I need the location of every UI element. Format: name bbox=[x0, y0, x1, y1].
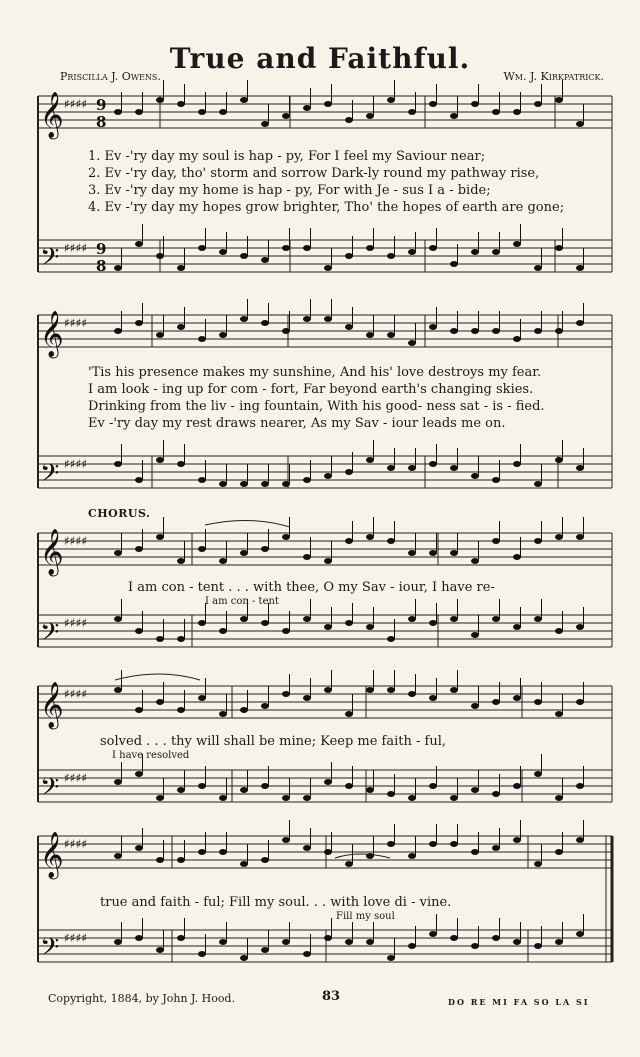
note-head bbox=[156, 795, 164, 801]
note-head bbox=[261, 546, 269, 552]
note-head bbox=[492, 699, 500, 705]
note-head bbox=[261, 481, 269, 487]
note-head bbox=[324, 265, 332, 271]
note-head bbox=[303, 795, 311, 801]
note-head bbox=[156, 457, 164, 463]
note-head bbox=[387, 538, 395, 544]
note-head bbox=[534, 943, 542, 949]
note-head bbox=[303, 616, 311, 622]
note-head bbox=[387, 687, 395, 693]
note-head bbox=[240, 550, 248, 556]
svg-text:𝄞: 𝄞 bbox=[40, 92, 64, 138]
note-head bbox=[366, 853, 374, 859]
note-head bbox=[114, 687, 122, 693]
svg-text:♯♯♯♯: ♯♯♯♯ bbox=[64, 771, 88, 785]
hymn-title: True and Faithful. bbox=[169, 42, 471, 75]
note-head bbox=[345, 324, 353, 330]
verse-block-2 bbox=[88, 364, 545, 432]
svg-text:𝄢: 𝄢 bbox=[40, 243, 60, 278]
note-head bbox=[576, 783, 584, 789]
note-head bbox=[282, 481, 290, 487]
note-head bbox=[219, 939, 227, 945]
note-head bbox=[408, 249, 416, 255]
verse-3-line-1: 3. Ev -'ry day my home is hap - py, For with Je - sus I a - bide; bbox=[88, 183, 491, 198]
note-head bbox=[576, 265, 584, 271]
note-head bbox=[387, 332, 395, 338]
note-head bbox=[492, 845, 500, 851]
note-head bbox=[471, 249, 479, 255]
note-head bbox=[471, 632, 479, 638]
note-head bbox=[471, 787, 479, 793]
svg-text:𝄢: 𝄢 bbox=[40, 618, 60, 653]
note-head bbox=[450, 328, 458, 334]
svg-text:♯♯♯♯: ♯♯♯♯ bbox=[64, 616, 88, 630]
svg-text:𝄢: 𝄢 bbox=[40, 933, 60, 968]
note-head bbox=[555, 97, 563, 103]
copyright: Copyright, 1884, by John J. Hood. bbox=[48, 992, 235, 1005]
note-head bbox=[177, 787, 185, 793]
note-head bbox=[534, 538, 542, 544]
note-head bbox=[261, 257, 269, 263]
note-head bbox=[555, 939, 563, 945]
note-head bbox=[471, 328, 479, 334]
note-head bbox=[366, 332, 374, 338]
note-head bbox=[282, 939, 290, 945]
note-head bbox=[345, 253, 353, 259]
note-head bbox=[345, 538, 353, 544]
note-head bbox=[135, 845, 143, 851]
note-head bbox=[324, 779, 332, 785]
note-head bbox=[513, 783, 521, 789]
note-head bbox=[492, 477, 500, 483]
note-head bbox=[555, 711, 563, 717]
note-head bbox=[198, 109, 206, 115]
note-head bbox=[135, 707, 143, 713]
note-head bbox=[261, 947, 269, 953]
note-head bbox=[576, 931, 584, 937]
page-number: 83 bbox=[322, 989, 341, 1004]
lyricist-credit: Priscilla J. Owens. bbox=[60, 70, 161, 83]
note-head bbox=[534, 328, 542, 334]
note-head bbox=[303, 554, 311, 560]
note-head bbox=[219, 628, 227, 634]
note-head bbox=[324, 473, 332, 479]
note-head bbox=[261, 320, 269, 326]
note-head bbox=[177, 636, 185, 642]
note-head bbox=[492, 791, 500, 797]
note-head bbox=[366, 687, 374, 693]
note-head bbox=[156, 253, 164, 259]
note-head bbox=[345, 783, 353, 789]
note-head bbox=[345, 620, 353, 626]
note-head bbox=[303, 951, 311, 957]
note-head bbox=[156, 636, 164, 642]
note-head bbox=[240, 707, 248, 713]
note-head bbox=[450, 935, 458, 941]
note-head bbox=[387, 841, 395, 847]
note-head bbox=[240, 616, 248, 622]
verse-2-line-2: I am look - ing up for com - fort, Far beyond earth's changing skies. bbox=[88, 382, 534, 397]
note-head bbox=[198, 477, 206, 483]
svg-text:♯♯♯♯: ♯♯♯♯ bbox=[64, 97, 88, 111]
note-head bbox=[303, 845, 311, 851]
note-head bbox=[198, 620, 206, 626]
verse-1-line-1: 1. Ev -'ry day my soul is hap - py, For I feel my Saviour near; bbox=[88, 149, 486, 164]
note-head bbox=[324, 849, 332, 855]
note-head bbox=[513, 837, 521, 843]
note-head bbox=[261, 783, 269, 789]
note-head bbox=[576, 121, 584, 127]
note-head bbox=[177, 324, 185, 330]
note-head bbox=[408, 853, 416, 859]
verse-4-line-1: 4. Ev -'ry day my hopes grow brighter, Tho' the hopes of earth are gone; bbox=[88, 200, 565, 215]
note-head bbox=[198, 783, 206, 789]
svg-text:8: 8 bbox=[96, 257, 107, 275]
composer-credit: Wm. J. Kirkpatrick. bbox=[503, 70, 604, 83]
svg-text:𝄞: 𝄞 bbox=[40, 311, 64, 357]
note-head bbox=[303, 695, 311, 701]
note-head bbox=[303, 316, 311, 322]
note-head bbox=[576, 624, 584, 630]
note-head bbox=[240, 253, 248, 259]
note-head bbox=[177, 935, 185, 941]
note-head bbox=[366, 457, 374, 463]
note-head bbox=[324, 687, 332, 693]
note-head bbox=[534, 616, 542, 622]
note-head bbox=[534, 481, 542, 487]
note-head bbox=[429, 245, 437, 251]
note-head bbox=[345, 861, 353, 867]
note-head bbox=[282, 628, 290, 634]
note-head bbox=[513, 554, 521, 560]
note-head bbox=[345, 939, 353, 945]
note-head bbox=[240, 97, 248, 103]
note-head bbox=[219, 795, 227, 801]
note-head bbox=[114, 616, 122, 622]
note-head bbox=[387, 955, 395, 961]
note-head bbox=[219, 109, 227, 115]
note-head bbox=[450, 687, 458, 693]
note-head bbox=[471, 943, 479, 949]
note-head bbox=[219, 849, 227, 855]
note-head bbox=[408, 465, 416, 471]
note-head bbox=[156, 97, 164, 103]
note-head bbox=[534, 861, 542, 867]
note-head bbox=[177, 707, 185, 713]
note-head bbox=[240, 316, 248, 322]
note-head bbox=[261, 857, 269, 863]
note-head bbox=[450, 841, 458, 847]
note-head bbox=[177, 265, 185, 271]
note-head bbox=[156, 332, 164, 338]
note-head bbox=[282, 328, 290, 334]
note-head bbox=[114, 109, 122, 115]
note-head bbox=[198, 849, 206, 855]
note-head bbox=[177, 101, 185, 107]
note-head bbox=[198, 695, 206, 701]
note-head bbox=[261, 703, 269, 709]
note-head bbox=[345, 117, 353, 123]
note-head bbox=[219, 558, 227, 564]
note-head bbox=[135, 771, 143, 777]
note-head bbox=[471, 849, 479, 855]
note-head bbox=[282, 534, 290, 540]
note-head bbox=[177, 857, 185, 863]
note-head bbox=[576, 699, 584, 705]
svg-text:♯♯♯♯: ♯♯♯♯ bbox=[64, 534, 88, 548]
note-head bbox=[156, 857, 164, 863]
svg-text:♯♯♯♯: ♯♯♯♯ bbox=[64, 931, 88, 945]
note-head bbox=[282, 245, 290, 251]
note-head bbox=[135, 320, 143, 326]
note-head bbox=[282, 795, 290, 801]
staff-system-1-treble bbox=[38, 96, 612, 128]
note-head bbox=[408, 691, 416, 697]
note-head bbox=[534, 265, 542, 271]
note-head bbox=[177, 558, 185, 564]
note-head bbox=[408, 340, 416, 346]
note-head bbox=[156, 699, 164, 705]
note-head bbox=[492, 935, 500, 941]
note-head bbox=[450, 465, 458, 471]
note-head bbox=[114, 550, 122, 556]
svg-text:♯♯♯♯: ♯♯♯♯ bbox=[64, 687, 88, 701]
note-head bbox=[576, 837, 584, 843]
svg-text:𝄞: 𝄞 bbox=[40, 529, 64, 575]
note-head bbox=[429, 101, 437, 107]
note-head bbox=[282, 837, 290, 843]
note-head bbox=[534, 101, 542, 107]
note-head bbox=[324, 624, 332, 630]
chorus-bass-lyric-1: I am con - tent bbox=[205, 596, 279, 607]
chorus-lyric-1: I am con - tent . . . with thee, O my Sav - iour, I have re- bbox=[128, 580, 495, 595]
note-head bbox=[135, 546, 143, 552]
note-head bbox=[303, 477, 311, 483]
note-head bbox=[282, 113, 290, 119]
note-head bbox=[282, 691, 290, 697]
staff-system-4-bass bbox=[38, 770, 612, 802]
note-head bbox=[471, 473, 479, 479]
note-head bbox=[387, 465, 395, 471]
note-head bbox=[114, 779, 122, 785]
note-head bbox=[429, 841, 437, 847]
note-head bbox=[366, 787, 374, 793]
note-head bbox=[429, 783, 437, 789]
note-head bbox=[555, 245, 563, 251]
note-head bbox=[408, 795, 416, 801]
svg-text:♯♯♯♯: ♯♯♯♯ bbox=[64, 837, 88, 851]
note-head bbox=[114, 939, 122, 945]
note-head bbox=[450, 616, 458, 622]
note-head bbox=[576, 465, 584, 471]
note-head bbox=[471, 558, 479, 564]
note-head bbox=[156, 534, 164, 540]
note-head bbox=[513, 624, 521, 630]
note-head bbox=[366, 624, 374, 630]
note-head bbox=[429, 931, 437, 937]
note-head bbox=[429, 550, 437, 556]
note-head bbox=[555, 849, 563, 855]
note-head bbox=[450, 795, 458, 801]
note-head bbox=[534, 699, 542, 705]
svg-text:𝄞: 𝄞 bbox=[40, 682, 64, 728]
note-head bbox=[555, 534, 563, 540]
note-head bbox=[198, 951, 206, 957]
note-head bbox=[135, 935, 143, 941]
note-head bbox=[303, 105, 311, 111]
note-head bbox=[114, 853, 122, 859]
staff-system-3-bass bbox=[38, 615, 612, 647]
note-head bbox=[471, 703, 479, 709]
note-head bbox=[156, 947, 164, 953]
note-head bbox=[135, 109, 143, 115]
note-head bbox=[366, 534, 374, 540]
svg-text:𝄞: 𝄞 bbox=[40, 832, 64, 878]
note-head bbox=[387, 636, 395, 642]
note-head bbox=[387, 791, 395, 797]
note-head bbox=[177, 461, 185, 467]
note-head bbox=[135, 241, 143, 247]
svg-text:♯♯♯♯: ♯♯♯♯ bbox=[64, 241, 88, 255]
note-head bbox=[114, 328, 122, 334]
note-head bbox=[198, 245, 206, 251]
note-head bbox=[492, 538, 500, 544]
verse-4-line-2: Ev -'ry day my rest draws nearer, As my Sav - iour leads me on. bbox=[88, 416, 506, 431]
note-head bbox=[429, 461, 437, 467]
verse-2-line-1: 2. Ev -'ry day, tho' storm and sorrow Dark-ly round my pathway rise, bbox=[88, 166, 540, 181]
note-head bbox=[555, 795, 563, 801]
note-head bbox=[324, 558, 332, 564]
note-head bbox=[408, 109, 416, 115]
note-head bbox=[387, 97, 395, 103]
verse-3-line-2: Drinking from the liv - ing fountain, With his good- ness sat - is - fied. bbox=[88, 399, 545, 414]
svg-text:9: 9 bbox=[96, 240, 107, 258]
note-head bbox=[198, 546, 206, 552]
note-head bbox=[513, 109, 521, 115]
svg-text:𝄢: 𝄢 bbox=[40, 773, 60, 808]
staff-system-2-bass bbox=[38, 456, 612, 488]
svg-text:8: 8 bbox=[96, 113, 107, 131]
note-head bbox=[345, 469, 353, 475]
chorus-bass-lyric-3: Fill my soul bbox=[336, 911, 395, 922]
note-head bbox=[366, 113, 374, 119]
solfege-legend: DO RE MI FA SO LA SI bbox=[448, 997, 590, 1007]
note-head bbox=[492, 109, 500, 115]
note-head bbox=[576, 320, 584, 326]
note-head bbox=[513, 939, 521, 945]
note-head bbox=[261, 620, 269, 626]
note-head bbox=[219, 481, 227, 487]
note-head bbox=[534, 771, 542, 777]
note-head bbox=[219, 249, 227, 255]
note-head bbox=[261, 121, 269, 127]
note-head bbox=[408, 616, 416, 622]
note-head bbox=[471, 101, 479, 107]
note-head bbox=[345, 711, 353, 717]
verse-1-line-2: 'Tis his presence makes my sunshine, And his' love destroys my fear. bbox=[88, 365, 542, 380]
verse-block-1 bbox=[88, 148, 564, 216]
note-head bbox=[576, 534, 584, 540]
note-head bbox=[492, 328, 500, 334]
note-head bbox=[450, 113, 458, 119]
svg-text:𝄢: 𝄢 bbox=[40, 459, 60, 494]
note-head bbox=[303, 245, 311, 251]
note-head bbox=[240, 861, 248, 867]
chorus-lyric-2: solved . . . thy will shall be mine; Keep me faith - ful, bbox=[100, 734, 447, 749]
svg-text:♯♯♯♯: ♯♯♯♯ bbox=[64, 316, 88, 330]
staff-system-5-bass bbox=[38, 930, 612, 962]
note-head bbox=[450, 550, 458, 556]
note-head bbox=[366, 939, 374, 945]
note-head bbox=[219, 332, 227, 338]
chorus-label: CHORUS. bbox=[88, 507, 151, 520]
note-head bbox=[492, 249, 500, 255]
note-head bbox=[513, 695, 521, 701]
note-head bbox=[513, 336, 521, 342]
note-head bbox=[450, 261, 458, 267]
note-head bbox=[198, 336, 206, 342]
note-head bbox=[114, 265, 122, 271]
note-head bbox=[219, 711, 227, 717]
note-head bbox=[387, 253, 395, 259]
note-head bbox=[555, 628, 563, 634]
note-head bbox=[114, 461, 122, 467]
note-head bbox=[513, 461, 521, 467]
svg-text:♯♯♯♯: ♯♯♯♯ bbox=[64, 457, 88, 471]
note-head bbox=[429, 695, 437, 701]
note-head bbox=[240, 955, 248, 961]
note-head bbox=[135, 477, 143, 483]
note-head bbox=[240, 787, 248, 793]
chorus-bass-lyric-2: I have resolved bbox=[112, 750, 190, 761]
chorus-lyric-3: true and faith - ful; Fill my soul. . . with love di - vine. bbox=[100, 895, 452, 910]
note-head bbox=[429, 324, 437, 330]
note-head bbox=[366, 245, 374, 251]
note-head bbox=[408, 943, 416, 949]
note-head bbox=[429, 620, 437, 626]
note-head bbox=[513, 241, 521, 247]
note-head bbox=[324, 316, 332, 322]
note-head bbox=[135, 628, 143, 634]
note-head bbox=[408, 550, 416, 556]
svg-text:9: 9 bbox=[96, 96, 107, 114]
note-head bbox=[240, 481, 248, 487]
note-head bbox=[555, 457, 563, 463]
note-head bbox=[555, 328, 563, 334]
note-head bbox=[324, 935, 332, 941]
note-head bbox=[324, 101, 332, 107]
note-head bbox=[492, 616, 500, 622]
